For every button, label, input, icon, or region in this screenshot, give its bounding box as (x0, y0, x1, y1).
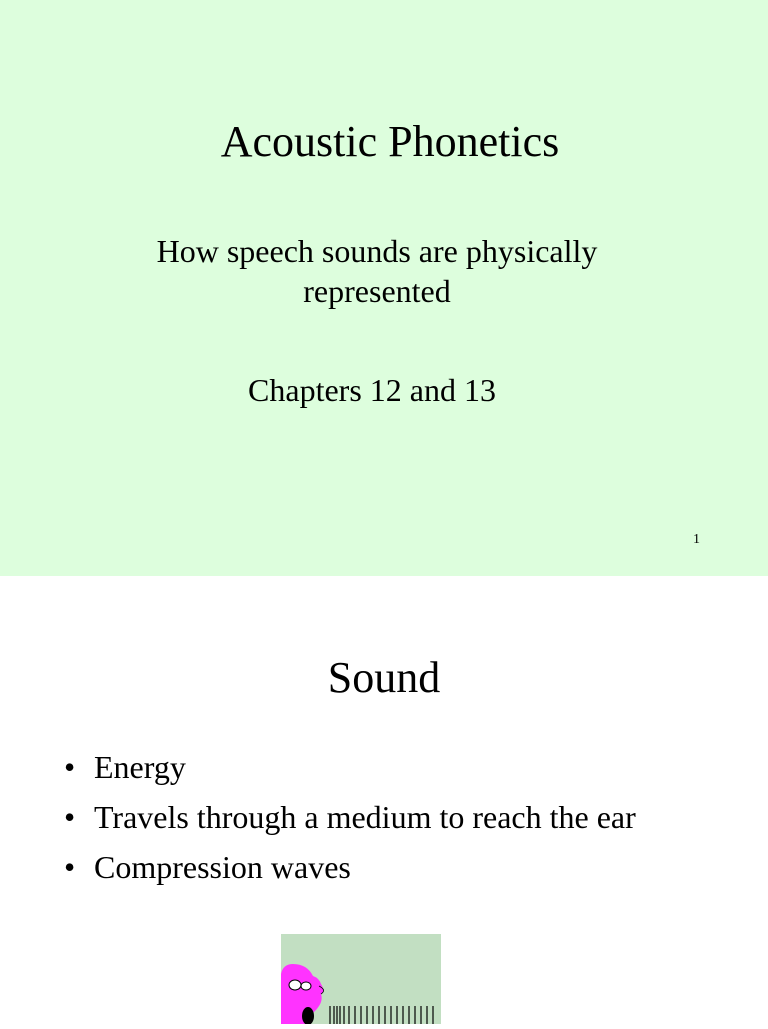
chapters-text: Chapters 12 and 13 (248, 372, 496, 408)
slide-title: Acoustic Phonetics (220, 117, 560, 166)
compression-wave-illustration (281, 934, 441, 1024)
bullet-text: Compression waves (94, 849, 351, 885)
page-number: 1 (693, 532, 700, 547)
subtitle-line: How speech sounds are physically (156, 233, 598, 269)
slide-title: Sound (327, 653, 441, 702)
list-item (64, 742, 636, 792)
speaking-head-icon (281, 934, 441, 1024)
bullet-glyph: • (64, 849, 76, 885)
list-item (64, 842, 636, 892)
bullet-text: Travels through a medium to reach the ear (94, 799, 636, 835)
bullet-text: Energy (94, 749, 186, 785)
slide-sound (0, 576, 768, 1024)
subtitle-line: represented (303, 273, 451, 309)
list-item (64, 792, 636, 842)
bullet-glyph: • (64, 799, 76, 835)
bullet-glyph: • (64, 749, 76, 785)
slide-subtitle (0, 231, 754, 311)
bullet-list (64, 742, 636, 892)
